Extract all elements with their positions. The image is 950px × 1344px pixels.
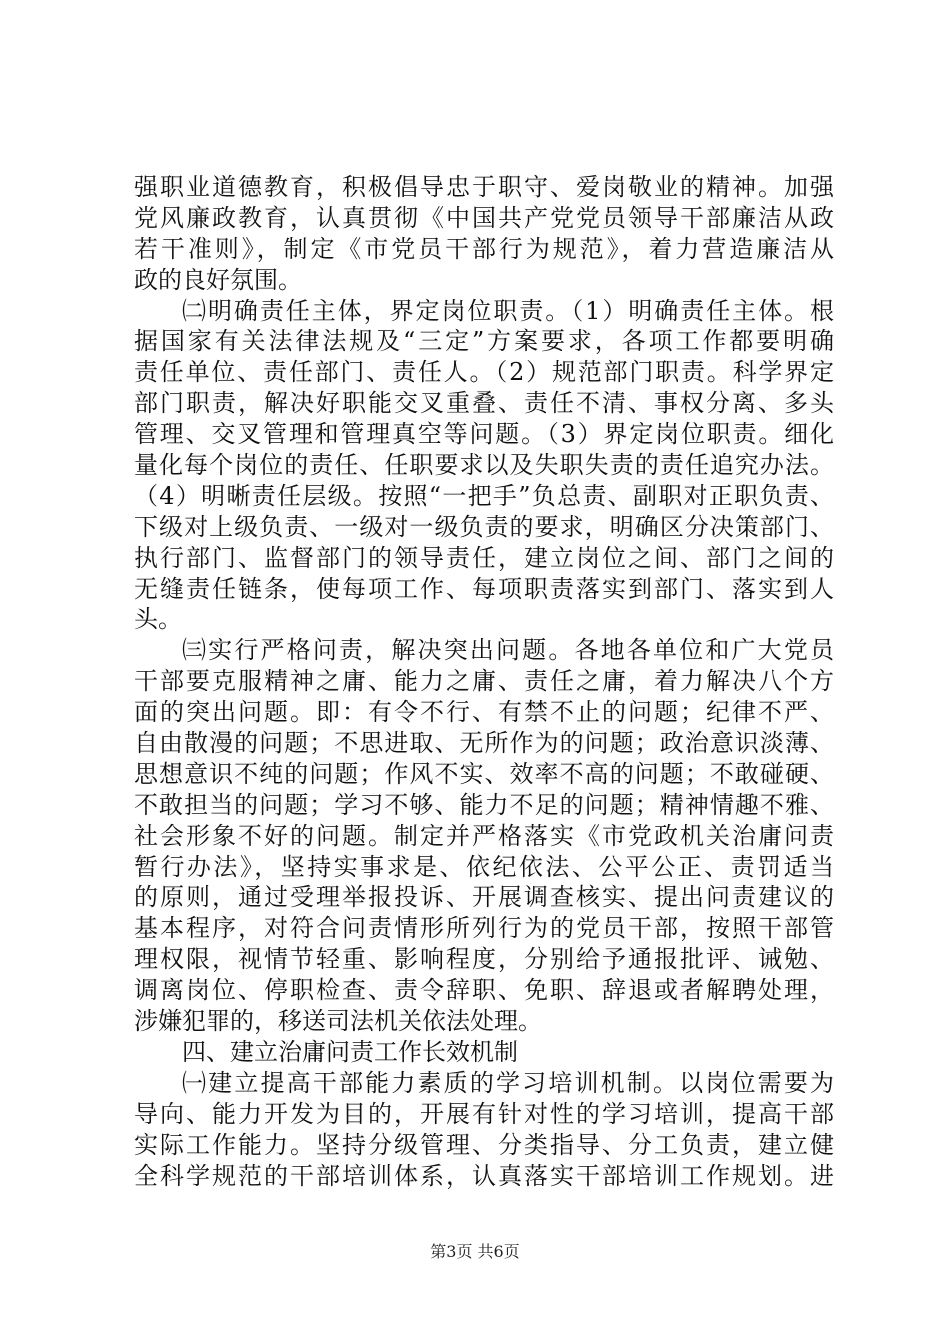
text-line: 的原则，通过受理举报投诉、开展调查核实、提出问责建议的 [134, 883, 834, 912]
text-line: 政的良好氛围。 [134, 265, 302, 294]
text-line: 下级对上级负责、一级对一级负责的要求，明确区分决策部门、 [134, 512, 834, 541]
text-line: 执行部门、监督部门的领导责任，建立岗位之间、部门之间的 [134, 543, 834, 572]
text-line: 据国家有关法律法规及“三定”方案要求，各项工作都要明确 [134, 327, 834, 356]
text-line: 不敢担当的问题；学习不够、能力不足的问题；精神情趣不雅、 [134, 790, 834, 819]
text-line: 部门职责，解决好职能交叉重叠、责任不清、事权分离、多头 [134, 389, 834, 418]
text-line: ㈡明确责任主体，界定岗位职责。（1）明确责任主体。根 [182, 296, 834, 325]
text-line: 干部要克服精神之庸、能力之庸、责任之庸，着力解决八个方 [134, 667, 834, 696]
text-line: 理权限，视情节轻重、影响程度，分别给予通报批评、诫勉、 [134, 945, 834, 974]
text-line: 调离岗位、停职检查、责令辞职、免职、辞退或者解聘处理， [134, 976, 834, 1005]
text-line: ㈢实行严格问责，解决突出问题。各地各单位和广大党员 [182, 636, 834, 665]
text-line: 思想意识不纯的问题；作风不实、效率不高的问题；不敢碰硬、 [134, 759, 834, 788]
text-line: 基本程序，对符合问责情形所列行为的党员干部，按照干部管 [134, 914, 834, 943]
text-line: 面的突出问题。即：有令不行、有禁不止的问题；纪律不严、 [134, 698, 834, 727]
text-line: （4）明晰责任层级。按照“一把手”负总责、副职对正职负责、 [134, 481, 834, 510]
text-line: 导向、能力开发为目的，开展有针对性的学习培训，提高干部 [134, 1099, 834, 1128]
text-line: 四、建立治庸问责工作长效机制 [182, 1037, 518, 1066]
text-line: 管理、交叉管理和管理真空等问题。（3）界定岗位职责。细化 [134, 420, 834, 449]
text-line: 实际工作能力。坚持分级管理、分类指导、分工负责，建立健 [134, 1130, 834, 1159]
text-line: 量化每个岗位的责任、任职要求以及失职失责的责任追究办法。 [134, 451, 834, 480]
page-footer [0, 1242, 950, 1262]
text-line: 责任单位、责任部门、责任人。（2）规范部门职责。科学界定 [134, 358, 834, 387]
text-line: 无缝责任链条，使每项工作、每项职责落实到部门、落实到人 [134, 574, 834, 603]
text-line: 强职业道德教育，积极倡导忠于职守、爱岗敬业的精神。加强 [134, 173, 834, 201]
text-line: ㈠建立提高干部能力素质的学习培训机制。以岗位需要为 [182, 1068, 834, 1097]
document-body [134, 172, 834, 1191]
text-line: 社会形象不好的问题。制定并严格落实《市党政机关治庸问责 [134, 821, 834, 850]
text-line: 暂行办法》，坚持实事求是、依纪依法、公平公正、责罚适当 [134, 852, 834, 881]
text-line: 全科学规范的干部培训体系，认真落实干部培训工作规划。进 [134, 1161, 834, 1190]
text-line: 自由散漫的问题；不思进取、无所作为的问题；政治意识淡薄、 [134, 729, 834, 758]
text-line: 涉嫌犯罪的，移送司法机关依法处理。 [134, 1007, 542, 1036]
text-line: 党风廉政教育，认真贯彻《中国共产党党员领导干部廉洁从政 [134, 203, 834, 232]
page-number: 第3页 共6页 [430, 1242, 520, 1261]
text-line: 若干准则》，制定《市党员干部行为规范》，着力营造廉洁从 [134, 234, 834, 263]
text-line: 头。 [134, 605, 182, 634]
